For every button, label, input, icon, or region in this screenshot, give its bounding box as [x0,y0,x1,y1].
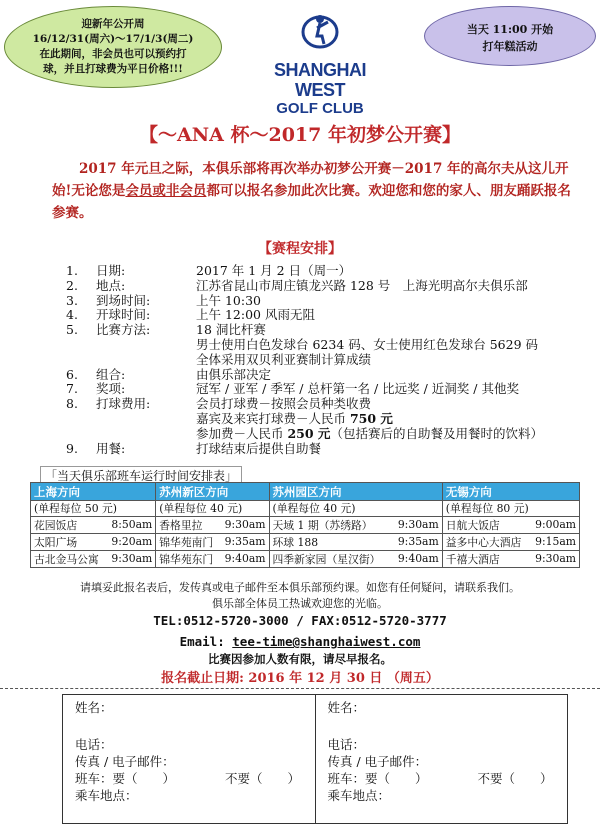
email-line [0,631,600,652]
shuttle-stop [31,534,156,551]
stop-place: 锦华苑东门 [159,552,214,566]
detail-label: 组合: [96,366,126,382]
shuttle-header-suzhou-new: 苏州新区方向 [156,483,269,501]
shuttle-stop [156,517,269,534]
stop-place: 花园饭店 [34,518,78,532]
promo-left-line2: 16/12/31(周六)～17/1/3(周二) [32,33,194,45]
form-pickup-label: 乘车地点： [327,788,391,803]
promo-left-line4: 球，并且打球费为平日价格!!! [43,63,183,75]
detail-value: 会员打球费－按照会员种类收费 [196,396,372,412]
shuttle-stop [31,517,156,534]
shuttle-stop [31,551,156,568]
detail-value: 上午 12:00 风雨无阻 [196,307,315,323]
detail-label: 日期: [96,263,126,278]
form-bus-no[interactable]: 不要（ ） [477,771,553,786]
stop-time: 9:30am [111,551,153,565]
stop-time: 9:20am [111,534,153,548]
form-entry-2[interactable] [315,695,568,824]
detail-row [66,264,586,279]
detail-row [66,382,586,397]
detail-row [66,353,586,368]
promo-right-line1: 当天 11:00 开始 [466,23,554,36]
shuttle-table [30,482,580,568]
detail-num: 8. [66,396,78,412]
form-entry-1[interactable] [63,695,316,824]
detail-value: 全体采用双贝利亚赛制计算成绩 [196,351,372,367]
stop-place: 锦华苑南门 [159,535,214,549]
cut-line [0,688,600,689]
detail-row [66,294,586,309]
detail-row [66,338,586,353]
detail-num [66,338,96,353]
detail-row [66,279,586,294]
stop-time: 9:15am [535,534,576,548]
form-fax-email-label: 传真 / 电子邮件： [75,754,175,769]
registration-form [62,694,568,824]
shuttle-stop [269,551,442,568]
stop-time: 9:30am [535,551,576,565]
detail-num: 2. [66,277,78,293]
form-fax-email-label: 传真 / 电子邮件： [327,754,428,769]
shuttle-header-row [31,483,580,501]
shuttle-row [31,551,580,568]
shuttle-stop [269,534,442,551]
notice-line2: 俱乐部全体员工热诚欢迎您的光临。 [212,597,388,610]
form-bus-no[interactable]: 不要（ ） [225,771,301,786]
stop-place: 古北金马公寓 [34,552,99,566]
stop-place: 日航大饭店 [445,518,500,532]
detail-label [96,338,196,353]
stop-time: 8:50am [111,517,153,531]
stop-place: 千禧大酒店 [445,552,500,566]
detail-num: 1. [66,263,78,278]
form-phone-label: 电话： [327,737,366,752]
detail-num: 6. [66,366,78,382]
meal-num: 9. [66,440,78,456]
promo-left-line1: 迎新年公开周 [81,18,145,30]
shuttle-fare: (单程每位 80 元) [442,501,579,517]
intro-part2: 都可以报名参加此次比赛。欢迎您和您的家人、朋友踊跃报名参赛。 [52,183,571,221]
schedule-details [66,264,586,456]
email-label: Email: [179,634,233,649]
detail-label [96,353,196,368]
email-link[interactable]: tee-time@shanghaiwest.com [232,634,421,649]
form-name-label: 姓名： [327,700,366,715]
shuttle-row [31,534,580,551]
stop-time: 9:40am [224,551,266,565]
form-name-label: 姓名： [75,700,113,715]
detail-value: 18 洞比杆赛 [196,322,266,338]
detail-num: 3. [66,292,78,308]
fee-entry-suffix: （包括赛后的自助餐及用餐时的饮料） [330,425,543,441]
fee-guest-amount: 750 元 [349,410,393,426]
detail-value: 男士使用白色发球台 6234 码、女士使用红色发球台 5629 码 [196,336,539,352]
logo-text-line2: GOLF CLUB [276,100,364,117]
intro-member-text: 会员或非会员 [125,183,207,199]
notice-text [0,580,600,612]
detail-value: 由俱乐部决定 [196,366,272,382]
shuttle-fare: (单程每位 40 元) [269,501,442,517]
shuttle-fare-row [31,501,580,517]
shuttle-stop [156,551,269,568]
intro-paragraph [52,158,572,224]
shuttle-table-title: 「当天俱乐部班车运行时间安排表」 [40,466,242,484]
intro-part1: 2017 年元旦之际，本俱乐部将再次举办初梦公开赛－2017 年的高尔夫从这儿开始!无论您是 [52,161,569,199]
shuttle-stop [442,551,579,568]
fee-entry-prefix: 参加费－人民币 [196,425,288,441]
form-bus-need[interactable]: 班车：要（ ） [75,771,176,786]
shuttle-stop [442,517,579,534]
section-title: 【赛程安排】 [258,241,342,257]
detail-label: 到场时间: [96,292,151,308]
detail-row [66,397,586,412]
detail-label: 奖项: [96,381,126,397]
detail-num: 7. [66,381,78,397]
promo-bubble-right [424,6,596,66]
stop-time: 9:35am [397,534,439,548]
club-logo [255,10,385,117]
stop-place: 香格里拉 [159,518,203,532]
fee-entry-amount: 250 元 [287,425,331,441]
detail-num [66,353,96,368]
fee-guest-prefix: 嘉宾及来宾打球费－人民币 [196,410,350,426]
detail-num: 4. [66,307,78,323]
detail-label: 开球时间: [96,307,151,323]
stop-place: 天域 1 期（苏绣路） [272,518,373,532]
shuttle-fare: (单程每位 50 元) [31,501,156,517]
shuttle-header-suzhou-park: 苏州园区方向 [269,483,442,501]
stop-place: 环球 188 [272,535,319,549]
notice-line1: 请填妥此报名表后，发传真或电子邮件至本俱乐部预约课。如您有任何疑问，请联系我们。 [80,581,520,594]
shuttle-stop [156,534,269,551]
promo-left-line3: 在此期间，非会员也可以预约打 [39,48,187,60]
shuttle-fare: (单程每位 40 元) [156,501,269,517]
form-phone-label: 电话： [75,737,113,752]
detail-label: 比赛方法: [96,322,151,338]
detail-num: 5. [66,322,78,338]
detail-value: 上午 10:30 [196,292,261,308]
stop-place: 四季新家园（星汉街） [272,552,381,566]
deadline: 报名截止日期: 2016 年 12 月 30 日 （周五） [161,671,439,686]
stop-time: 9:30am [397,517,439,531]
stop-time: 9:40am [397,551,439,565]
logo-text-line1: SHANGHAI WEST [273,60,366,100]
shuttle-header-wuxi: 无锡方向 [442,483,579,501]
fee-guest-row [66,412,586,427]
stop-place: 益多中心大酒店 [445,535,522,549]
meal-value: 打球结束后提供自助餐 [196,440,322,456]
fee-entry-row [66,427,586,442]
detail-row [66,323,586,338]
meal-row [66,442,586,457]
event-title: 【～ANA 杯～2017 年初梦公开赛】 [139,124,461,146]
tel-fax: TEL:0512-5720-3000 / FAX:0512-5720-3777 [153,613,447,628]
detail-row [66,308,586,323]
form-pickup-label: 乘车地点： [75,788,138,803]
form-bus-need[interactable]: 班车：要（ ） [327,771,428,786]
promo-bubble-left [4,6,222,88]
contact-info [0,610,600,652]
meal-label: 用餐: [96,440,126,456]
stop-time: 9:35am [224,534,266,548]
detail-value: 2017 年 1 月 2 日（周一） [196,263,352,278]
shuttle-header-shanghai: 上海方向 [31,483,156,501]
shuttle-row [31,517,580,534]
detail-label: 地点: [96,277,126,293]
shuttle-stop [442,534,579,551]
stop-place: 太阳广场 [34,535,78,549]
promo-right-line2: 打年糕活动 [482,40,538,53]
stop-time: 9:00am [535,517,576,531]
shuttle-stop [269,517,442,534]
detail-row [66,368,586,383]
detail-label: 打球费用: [96,396,151,412]
detail-value: 江苏省昆山市周庄镇龙兴路 128 号 上海光明高尔夫俱乐部 [196,277,528,293]
stop-time: 9:30am [224,517,266,531]
detail-value: 冠军 / 亚军 / 季军 / 总杆第一名 / 比远奖 / 近洞奖 / 其他奖 [196,381,519,397]
golfer-logo-icon [255,10,385,60]
limit-notice: 比赛因参加人数有限，请尽早报名。 [208,652,392,666]
